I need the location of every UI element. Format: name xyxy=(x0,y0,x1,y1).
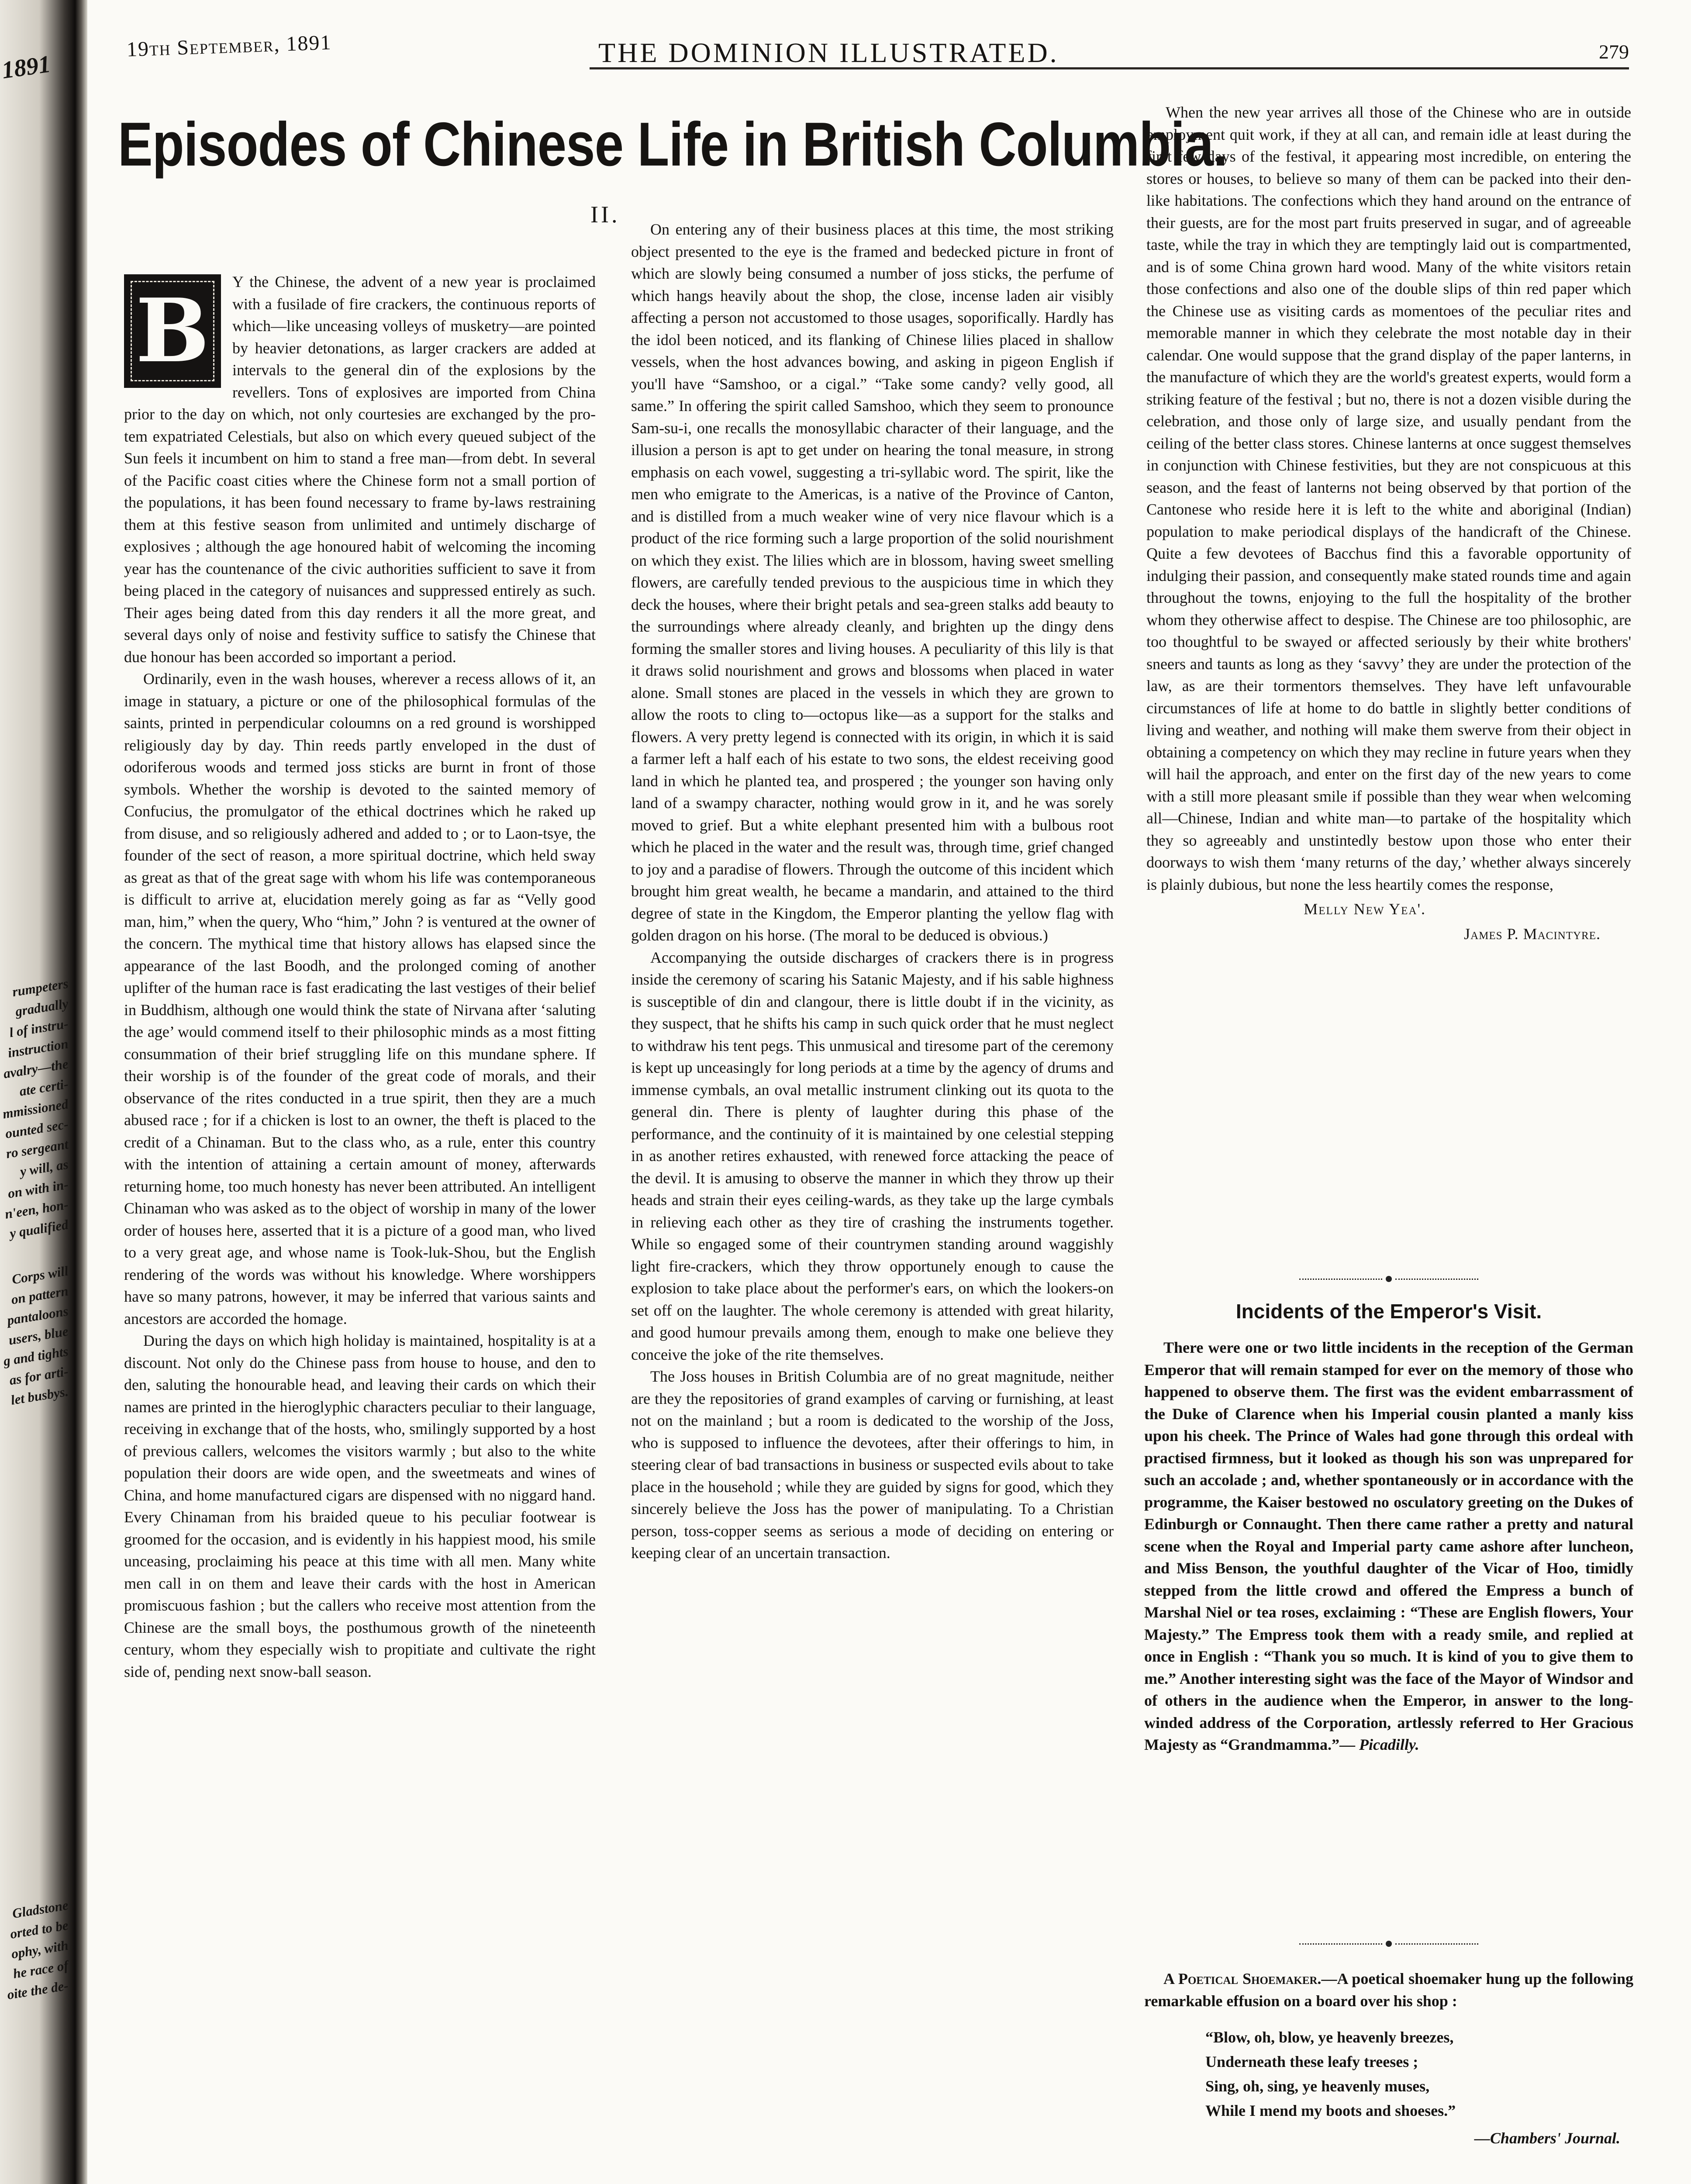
poem xyxy=(1205,2025,1633,2123)
fragment-line: he race of xyxy=(12,1957,69,1982)
article-column-1 xyxy=(124,271,596,1683)
page-header xyxy=(127,31,1629,72)
shoemaker-column xyxy=(1144,1968,1633,2149)
fragment-line: ophy, with xyxy=(10,1937,69,1962)
paragraph: Y the Chinese, the advent of a new year is proclaimed with a fusilade of fire crackers, the continuous reports of which—like unceasing volleys of musketry—are pointed by heavier detonations, as larger crackers are added at intervals to the general din of the explosions by the revellers. Tons of explosives are imported from China prior to the day on which, not only courtesies are exchanged by the pro-tem expatriated Celestials, but also on which every queued subject of the Sun feels it incumbent on him to stand a free man—from debt. In several of the Pacific coast cities where the Chinese form not a small portion of the populations, it has been found necessary to frame by-laws restraining them at this festive season from unlimited and untimely discharge of explosives ; although the age honoured habit of welcoming the incoming year has the countenance of the civic authorities sufficient to save it from being placed in the category of nuisances and suppressed entirely as such. Their ages being dated from this day renders it all the more great, and several days only of noise and festivity suffice to satisfy the Chinese that due honour has been accorded so important a period. xyxy=(124,273,596,666)
poem-line: “Blow, oh, blow, ye heavenly breezes, xyxy=(1205,2028,1454,2046)
fragment-line: orted to be xyxy=(9,1917,69,1942)
fragment-line: rumpeters xyxy=(11,975,69,1000)
article-title: Episodes of Chinese Life in British Columbia. xyxy=(118,110,1228,179)
shoemaker-lead: A Poetical Shoemaker. xyxy=(1163,1970,1322,1987)
fragment-line: gradually xyxy=(14,995,69,1019)
section-divider xyxy=(1258,1275,1520,1283)
fragment-line: l of instru- xyxy=(8,1016,69,1040)
poem-line: Underneath these leafy treeses ; xyxy=(1205,2053,1418,2070)
incidents-column xyxy=(1144,1337,1633,1756)
poem-line: Sing, oh, sing, ye heavenly muses, xyxy=(1205,2077,1430,2095)
fragment-line: ate certi- xyxy=(18,1076,69,1099)
fragment-line: on pattern xyxy=(10,1283,69,1307)
shoemaker-body: —A poetical shoemaker hung up the following remarkable effusion on a board over his shop : xyxy=(1144,1970,1633,2010)
fragment-line: Corps will xyxy=(10,1263,69,1287)
paragraph: During the days on which high holiday is maintained, hospitality is at a discount. Not only do the Chinese pass from house to house, and den to den, saluting the honourable head, and leaving their cards on which their names are printed in the hieroglyphic characters peculiar to their language, receiving in exchange that of the hosts, who, smilingly supported by a host of previous callers, welcomes the visitors warmly ; but also to the white population their doors are wide open, and the sweetmeats and wines of China, and home manufactured cigars are dispensed with no niggard hand. Every Chinaman from his braided queue to his peculiar footwear is groomed for the occasion, and is evidently in his happiest mood, his smile unceasing, proclaiming his peace at this time with all men. Many white men call in on them and leave their cards with the host in American promiscuous fashion ; but the callers who receive most attention from the Chinese are the small boys, the posthumous growth of the nineteenth century, whom they especially wish to propitiate and cultivate the right side of, pending next snow-ball season. xyxy=(124,1332,596,1680)
article-column-3 xyxy=(1146,101,1631,945)
fragment-line: g and tights xyxy=(2,1343,69,1369)
incidents-heading: Incidents of the Emperor's Visit. xyxy=(1235,1300,1542,1323)
fragment-line: instruction xyxy=(7,1036,69,1061)
previous-page-year: 1891 xyxy=(0,50,52,84)
paragraph: The Joss houses in British Columbia are of no great magnitude, neither are they the repositories of grand examples of carving or furnishing, at least not on the mainland ; but a room is dedicated to the worship of the Joss, who is supposed to influence the devotees, after their offerings to him, in steering clear of bad transactions in business or suspected evils about to take place in the household ; while they are guided by signs for good, which they sincerely believe the Joss has the power of manipulating. To a Christian person, toss-copper seems as serious a mode of deciding on entering or keeping clear of an uncertain transaction. xyxy=(631,1368,1114,1562)
paragraph: Ordinarily, even in the wash houses, wherever a recess allows of it, an image in statuary, a picture or one of the philosophical formulas of the saints, printed in perpendicular coloumns on a red ground is worshipped religiously day by day. Thin reeds partly enveloped in the dust of odoriferous woods and termed joss sticks are burnt in front of those symbols. Whether the worship is devoted to the sainted memory of Confucius, the promulgator of the ethical doctrines which he raked up from disuse, and so religiously adhered and added to ; or to Laon-tsye, the founder of the sect of reason, a more spiritual doctrine, which held sway as great as that of the great sage with whom his life was contemporaneous is difficult to arrive at, elucidation merely going as far as “Velly good man, him,” when the query, Who “him,” John ? is ventured at the owner of the concern. The mythical time that history allows has elapsed since the appearance of the last Boodh, and the prolonged coming of another uplifter of the human race is fast eradicating the last vestiges of their belief in Buddhism, although one would think the state of Nirvana after ‘saluting the age’ would commend itself to their philosophic minds as a most fitting consummation of their brief struggling life on this mundane sphere. If their worship is of the founder of the great code of morals, and their observance of the rites conducted in a true spirit, then they are a much abused race ; for if a chicken is lost to an owner, the theft is placed to the credit of a Chinaman. But to the class who, as a rule, enter this country with the intention of attaining a certain amount of money, afterwards returning home, too much honesty has never been attributed. An intelligent Chinaman who was asked as to the object of worship in many of the lower order of houses here, asserted that it is a picture of a good man, who lived to a very great age, and whose name is Took-luk-Shou, but the English rendering of the words was without his knowledge. Where worshippers have so many patrons, however, it may be inferred that various saints and ancestors are accorded the homage. xyxy=(124,670,596,1327)
previous-page-fragment xyxy=(0,0,72,2184)
paragraph: On entering any of their business places at this time, the most striking object presented to the eye is the framed and bedecked picture in front of which are slowly being consumed a number of joss sticks, the perfume of which hangs heavily about the shop, the close, incense laden air visibly affecting a person not accustomed to those usages, soporifically. Hardly has the idol been noticed, and its flanking of Chinese lilies placed in shallow vessels, when the host advances bowing, and asking in pigeon English if you'll have “Samshoo, or a cigal.” “Take some candy? velly good, all same.” In offering the spirit called Samshoo, which they seem to pronounce Sam-su-i, one recalls the monosyllabic character of their language, and the illusion a person is apt to get under on hearing the tonal measure, in strong emphasis on each vowel, suggesting a tri-syllabic word. The spirit, like the men who emigrate to the Americas, is a native of the Province of Canton, and is distilled from a much weaker wine of very nice flavour which is a product of the rice forming such a large proportion of the solid nourishment on which they exist. The lilies which are in blossom, having sweet smelling flowers, are carefully tended previous to the auspicious time in which they deck the houses, where their bright petals and sea-green stalks add beauty to the surroundings where already cleanly, and brighten up the dingy dens forming the smaller stores and living houses. A peculiarity of this lily is that it draws solid nourishment and grows and blossoms when placed in water alone. Small stones are placed in the vessels in which they are grown to allow the roots to cling to—octopus like—as a support for the stalks and flowers. A very pretty legend is connected with its origin, in which it is said a farmer left a half each of his estate to two sons, the eldest receiving good land in which he planted tea, and prospered ; the younger son having only land of a swampy character, nothing would grow in it, and he was sorely moved to grief. But a white elephant presented him with a bulbous root which he placed in the water and the result was, through time, grief changed to joy and a paradise of flowers. Through the outcome of this incident which brought him great wealth, he became a mandarin, and attained to the third degree of state in the Kingdom, the Emperor planting the yellow flag with golden dragon on his horse. (The moral to be deduced is obvious.) xyxy=(631,221,1114,944)
section-divider xyxy=(1258,1939,1520,1948)
closing-phrase: Melly New Yea'. xyxy=(1304,900,1426,918)
fragment-line: on with in- xyxy=(7,1176,69,1201)
fragment-line: users, blue xyxy=(7,1323,69,1348)
paragraph: Accompanying the outside discharges of crackers there is in progress inside the ceremony of scaring his Satanic Majesty, and if his sable highness is susceptible of din and clangour, there is little doubt if in the vicinity, as they suspect, that he shifts his camp in such quick order that he must neglect to withdraw his tent pegs. This unmusical and tiresome part of the ceremony is kept up unceasingly for long periods at a time by the agency of drums and immense cymbals, an oval metallic instrument clinking out its quota to the general din. There is plenty of laughter during this phase of the performance, and the continuity of it is maintained by one celestial stepping in as another retires exhausted, with renewed force attacking the peace of the devil. It is amusing to observe the manner in which they throw up their heads and strain their eyes ceiling-wards, as they take up the large cymbals in relieving each other as they tire of crashing the instruments together. While so engaged some of their countrymen standing around waggishly light fire-crackers, which they throw opportunely enough to cause the explosion to take place about the performer's ears, on which the lookers-on set off on the laughter. The whole ceremony is attended with great hilarity, and good humour prevails among them, enough to make one believe they conceive the joke of the rite themselves. xyxy=(631,948,1114,1363)
fragment-line: avalry—the xyxy=(2,1056,69,1082)
drop-cap-letter: B xyxy=(135,280,210,382)
incidents-body: There were one or two little incidents in the reception of the German Emperor that will remain stamped for ever on the memory of those who happened to observe them. The first was the evident embarrassment of the Duke of Clarence when his Imperial cousin planted a manly kiss upon his cheek. The Prince of Wales had gone through this ordeal with practised firmness, but it looked as though his son was unprepared for such an accolade ; and, whether spontaneously or in accordance with the programme, the Kaiser bestowed no osculatory greeting on the Dukes of Edinburgh or Connaught. Then there came rather a pretty and natural scene when the Royal and Imperial party came ashore after luncheon, and Miss Benson, the youthful daughter of the Vicar of Hoo, timidly stepped from the little crowd and offered the Empress a bunch of Marshal Niel or tea roses, exclaiming : “These are English flowers, Your Majesty.” The Empress took them with a ready smile, and replied at once in English : “Thank you so much. It is kind of you to give them to me.” Another interesting sight was the face of the Mayor of Windsor and of others in the audience when the Emperor, in answer to the long-winded address of the Corporation, artlessly referred to Her Gracious Majesty as “Grandmamma.”— xyxy=(1144,1339,1633,1753)
masthead: THE DOMINION ILLUSTRATED. xyxy=(598,37,1059,68)
fragment-line: ounted sec- xyxy=(4,1116,69,1141)
article-part-number: II. xyxy=(590,201,620,228)
header-rule xyxy=(590,67,1629,69)
fragment-line: oite the de- xyxy=(6,1977,69,2003)
fragment-line: Gladstone xyxy=(11,1897,69,1921)
author-signature: James P. Macintyre. xyxy=(1464,925,1601,943)
previous-page-lines-a xyxy=(0,975,72,1408)
fragment-line: y will, as xyxy=(19,1156,69,1179)
incidents-source: Picadilly. xyxy=(1359,1736,1419,1753)
fragment-line: y qualified xyxy=(8,1216,69,1241)
fragment-line: mmissioned xyxy=(1,1096,69,1122)
fragment-line: n'een, hon- xyxy=(3,1196,69,1222)
fragment-line: ro sergeant xyxy=(5,1136,69,1161)
fragment-line: let busbys. xyxy=(10,1383,69,1408)
poem-source: —Chambers' Journal. xyxy=(1474,2129,1620,2147)
drop-cap-ornament xyxy=(124,274,221,388)
previous-page-lines-c xyxy=(0,1897,72,2003)
issue-date: 19th September, 1891 xyxy=(126,31,332,61)
article-column-2 xyxy=(631,218,1114,1564)
poem-line: While I mend my boots and shoeses.” xyxy=(1205,2102,1456,2119)
fragment-line: as for arti- xyxy=(8,1363,69,1388)
paragraph: When the new year arrives all those of the Chinese who are in outside employment quit work, if they at all can, and remain idle at least during the first few days of the festival, it appearing most incredible, on entering the stores or houses, to believe so many of them can be packed into their den-like habitations. The confections which they hand around on the entrance of their guests, are for the most part fruits preserved in sugar, and of agreeable taste, while the tray in which they are temptingly laid out is compartmented, and is of some China grown hard wood. Many of the white visitors retain those confections and also one of the double slips of thin red paper which the Chinese use as visiting cards as momentoes of the peculiar rites and memorable manner in which they celebrate the most notable day in their calendar. One would suppose that the grand display of the paper lanterns, in the manufacture of which they are the world's greatest experts, would form a striking feature of the festival ; but no, there is not a dozen visible during the celebration, and those only of large size, and usually pendant from the ceiling of the better class stores. Chinese lanterns at once suggest themselves in conjunction with Chinese festivities, but they are not conspicuous at this season, and the feast of lanterns not being observed by that portion of the Cantonese who reside here it is left to the white and aboriginal (Indian) population to make periodical displays of the handicraft of the Chinese. Quite a few devotees of Bacchus find this a favorable opportunity of indulging their passion, and consequently make stated rounds time and again throughout the towns, enjoying to the full the hospitality of the brother whom they otherwise affect to despise. The Chinese are too philosophic, are too thoughtful to be swayed or affected seriously by their white brothers' sneers and taunts as long as they ‘savvy’ they are under the protection of the law, as are their tormentors themselves. They have left unfavourable circumstances of life at home to do battle in slightly better conditions of living and weather, and nothing will make them swerve from their object in obtaining a competency on which they may recline in future years when they will hail the approach, and enter on the first day of the new years to come with a still more pleasant smile if possible than they wear when welcoming all—Chinese, Indian and white man—to partake of the hospitality which they so agreeably and unstintedly bestow upon those who enter their doorways to wish them ‘many returns of the day,’ whether always sincerely is plainly dubious, but none the less heartily comes the response, xyxy=(1146,104,1631,893)
fragment-line: pantaloons xyxy=(6,1303,69,1328)
page-number: 279 xyxy=(1599,41,1629,63)
